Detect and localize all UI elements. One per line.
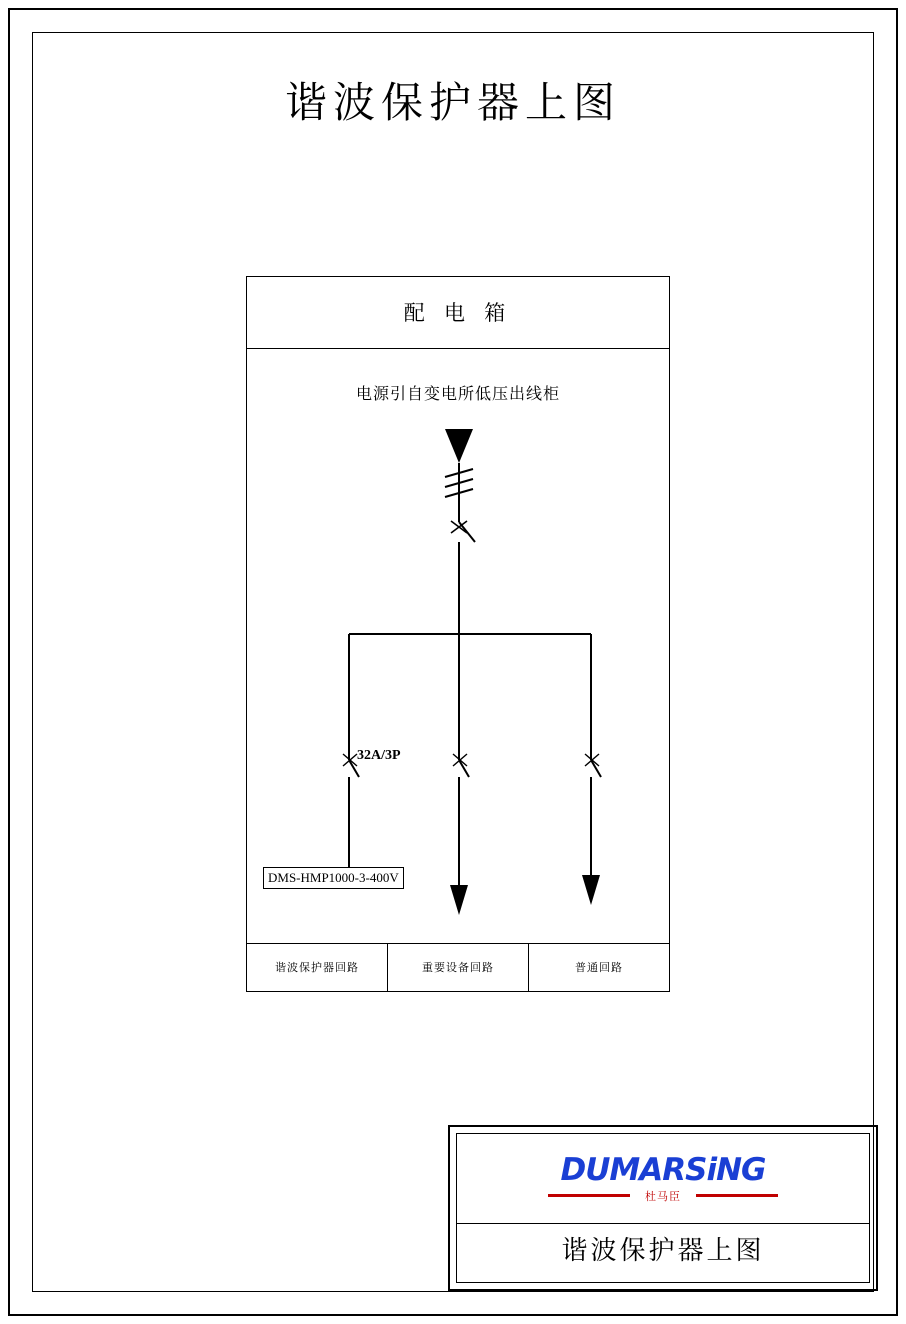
distribution-panel-box <box>246 276 670 992</box>
panel-header-label: 配 电 箱 <box>247 277 669 349</box>
circuit-legend-cell-1: 谐波保护器回路 <box>247 944 388 991</box>
branch3-arrow <box>582 875 600 905</box>
company-logo <box>457 1134 869 1224</box>
logo-wordmark: DUMARSiNG <box>560 1152 766 1188</box>
page-title: 谐波保护器上图 <box>284 81 621 127</box>
drawing-name: 谐波保护器上图 <box>561 1236 765 1265</box>
logo-chinese-name: 杜马臣 <box>645 1191 681 1203</box>
drawing-sheet-outer-border <box>8 8 898 1316</box>
circuit-legend-cell-2: 重要设备回路 <box>388 944 529 991</box>
circuit-legend-row <box>247 943 669 991</box>
branch2-arrow <box>450 885 468 915</box>
logo-rule <box>548 1188 778 1202</box>
title-block <box>448 1125 878 1291</box>
circuit-legend-cell-3: 普通回路 <box>575 962 623 974</box>
incoming-feeder-arrow <box>445 429 473 463</box>
power-source-label: 电源引自变电所低压出线柜 <box>355 386 560 403</box>
device-model-label: DMS-HMP1000-3-400V <box>263 867 404 889</box>
title-block-inner-border <box>456 1133 870 1283</box>
breaker-rating-label: 32A/3P <box>357 748 401 763</box>
